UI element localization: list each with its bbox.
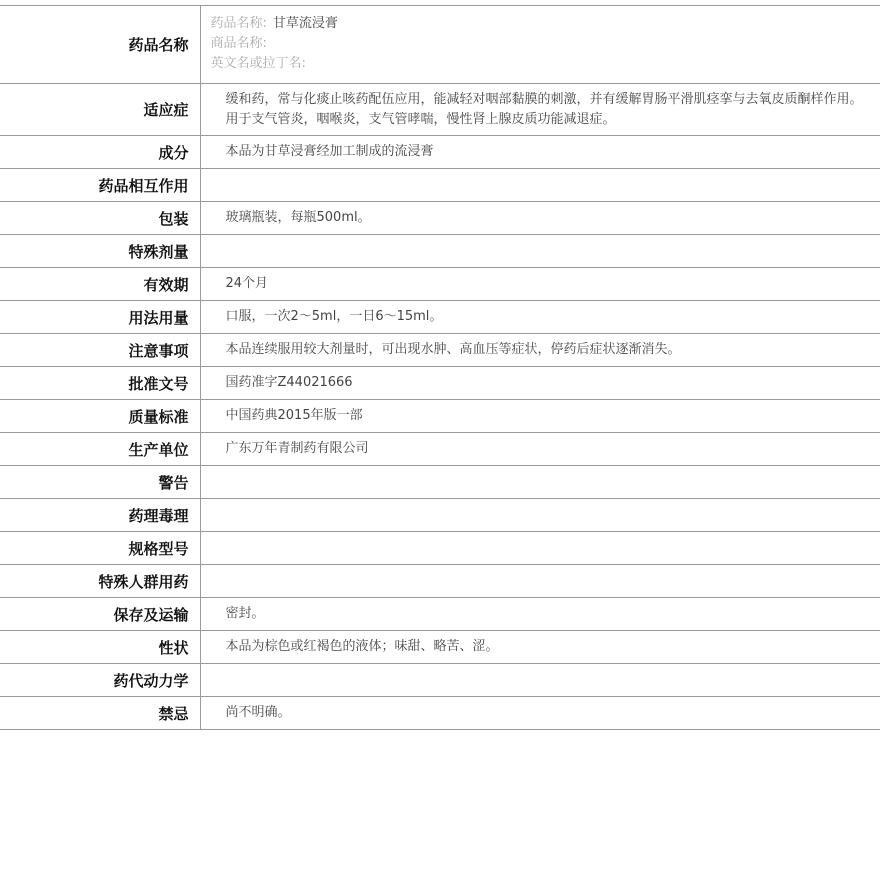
row-label: 药品相互作用 <box>0 169 200 202</box>
row-value: 广东万年青制药有限公司 <box>200 433 880 466</box>
row-value: 本品为甘草浸膏经加工制成的流浸膏 <box>200 136 880 169</box>
table-row-manufacturer <box>0 433 880 466</box>
row-label: 特殊剂量 <box>0 235 200 268</box>
latin-name-line <box>211 54 871 74</box>
table-row-special-dosage <box>0 235 880 268</box>
trade-name-key: 商品名称: <box>210 36 267 51</box>
row-label: 药代动力学 <box>0 664 200 697</box>
row-label: 质量标准 <box>0 400 200 433</box>
table-row-ingredients <box>0 136 880 169</box>
table-row-specification <box>0 532 880 565</box>
table-row-dosage <box>0 301 880 334</box>
row-value <box>200 235 880 268</box>
row-label: 生产单位 <box>0 433 200 466</box>
row-label: 药品名称 <box>0 6 200 84</box>
row-label: 批准文号 <box>0 367 200 400</box>
row-value: 玻璃瓶装，每瓶500ml。 <box>200 202 880 235</box>
table-row-drug-name <box>0 6 880 84</box>
row-label: 药理毒理 <box>0 499 200 532</box>
table-row-contraindications <box>0 697 880 730</box>
row-label: 成分 <box>0 136 200 169</box>
table-row-packaging <box>0 202 880 235</box>
row-value: 缓和药，常与化痰止咳药配伍应用，能减轻对咽部黏膜的刺激，并有缓解胃肠平滑肌痉挛与去氧皮质酮样作用。用于支气管炎，咽喉炎，支气管哮喘，慢性肾上腺皮质功能减退症。 <box>200 84 880 136</box>
generic-name-value: 甘草流浸膏 <box>272 16 338 31</box>
row-value: 国药准字Z44021666 <box>200 367 880 400</box>
latin-name-key: 英文名或拉丁名: <box>210 56 306 71</box>
row-label: 用法用量 <box>0 301 200 334</box>
row-value <box>200 664 880 697</box>
table-row-pharmacology <box>0 499 880 532</box>
table-row-storage <box>0 598 880 631</box>
spec-table-body <box>0 6 880 730</box>
table-row-warning <box>0 466 880 499</box>
row-value: 24个月 <box>200 268 880 301</box>
table-row-shelf-life <box>0 268 880 301</box>
row-value <box>200 499 880 532</box>
table-row-indication <box>0 84 880 136</box>
row-label: 适应症 <box>0 84 200 136</box>
row-label: 注意事项 <box>0 334 200 367</box>
drug-spec-table <box>0 5 880 730</box>
row-value <box>200 532 880 565</box>
row-label: 有效期 <box>0 268 200 301</box>
row-label: 包装 <box>0 202 200 235</box>
drug-name-values <box>200 6 880 84</box>
row-label: 规格型号 <box>0 532 200 565</box>
row-value <box>200 169 880 202</box>
row-value: 尚不明确。 <box>200 697 880 730</box>
table-row-quality-standard <box>0 400 880 433</box>
row-value: 口服，一次2～5ml，一日6～15ml。 <box>200 301 880 334</box>
generic-name-line <box>211 14 871 34</box>
generic-name-key: 药品名称: <box>210 16 267 31</box>
row-value: 密封。 <box>200 598 880 631</box>
row-value: 中国药典2015年版一部 <box>200 400 880 433</box>
row-value: 本品连续服用较大剂量时，可出现水肿、高血压等症状，停药后症状逐渐消失。 <box>200 334 880 367</box>
row-value <box>200 565 880 598</box>
table-row-precautions <box>0 334 880 367</box>
row-label: 禁忌 <box>0 697 200 730</box>
row-label: 性状 <box>0 631 200 664</box>
row-label: 警告 <box>0 466 200 499</box>
row-label: 保存及运输 <box>0 598 200 631</box>
table-row-interactions <box>0 169 880 202</box>
row-value <box>200 466 880 499</box>
row-value: 本品为棕色或红褐色的液体；味甜、略苦、涩。 <box>200 631 880 664</box>
table-row-appearance <box>0 631 880 664</box>
table-row-pharmacokinetics <box>0 664 880 697</box>
row-label: 特殊人群用药 <box>0 565 200 598</box>
table-row-approval-number <box>0 367 880 400</box>
trade-name-line <box>211 34 871 54</box>
table-row-special-populations <box>0 565 880 598</box>
